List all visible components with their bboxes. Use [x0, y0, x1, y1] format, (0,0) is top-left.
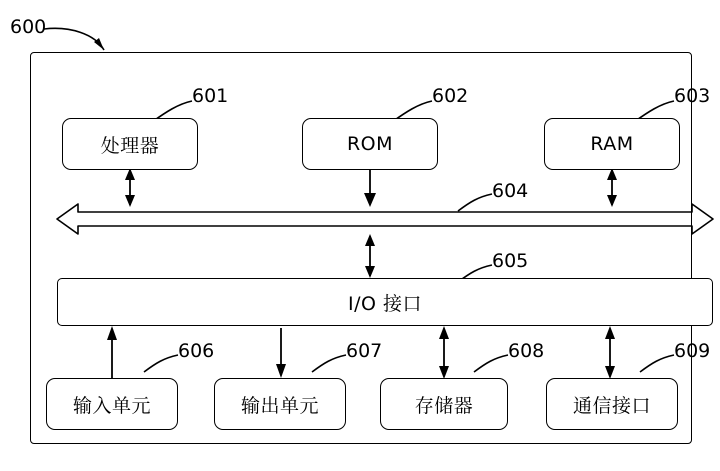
block-input-unit[interactable] — [46, 378, 178, 430]
block-processor[interactable] — [62, 118, 198, 170]
block-output-unit-label: 输出单元 — [240, 394, 319, 417]
ref-607: 607 — [346, 340, 383, 362]
ref-600: 600 — [10, 16, 47, 38]
block-processor-label: 处理器 — [100, 134, 160, 157]
ref-603: 603 — [674, 85, 711, 107]
ref-601: 601 — [192, 85, 229, 107]
ref-606: 606 — [178, 340, 215, 362]
block-rom[interactable] — [302, 118, 438, 170]
ref-605: 605 — [492, 250, 529, 272]
block-io-interface-label: I/O 接口 — [348, 292, 422, 315]
block-ram[interactable] — [544, 118, 680, 170]
block-output-unit[interactable] — [214, 378, 346, 430]
block-storage[interactable] — [380, 378, 508, 430]
block-comm-interface-label: 通信接口 — [572, 394, 651, 417]
block-rom-label: ROM — [346, 133, 394, 155]
ref-609: 609 — [674, 340, 711, 362]
ref-604: 604 — [492, 180, 529, 202]
block-comm-interface[interactable] — [546, 378, 678, 430]
block-io-interface[interactable] — [57, 278, 713, 326]
block-storage-label: 存储器 — [414, 394, 474, 417]
ref-602: 602 — [432, 85, 469, 107]
block-input-unit-label: 输入单元 — [72, 394, 151, 417]
ref-608: 608 — [508, 340, 545, 362]
block-ram-label: RAM — [590, 133, 634, 155]
